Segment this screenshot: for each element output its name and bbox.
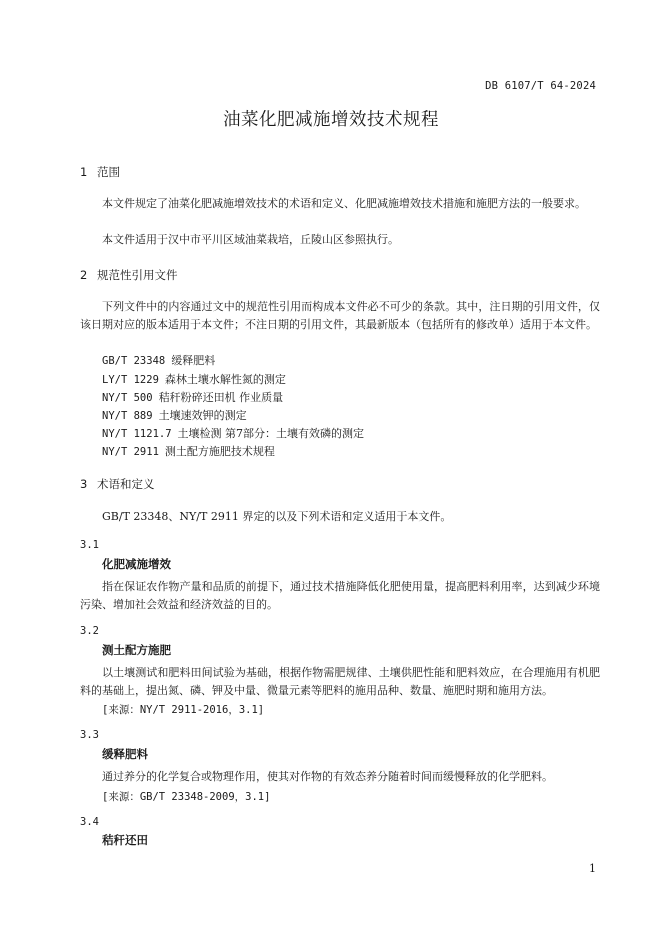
reference-item	[102, 425, 364, 441]
section-number: 1	[80, 165, 88, 179]
standard-number: DB 6107/T 64-2024	[485, 80, 596, 92]
term-definition: 通过养分的化学复合或物理作用，使其对作物的有效态养分随着时间而缓慢释放的化学肥料。	[102, 770, 553, 783]
reference-item	[102, 352, 215, 368]
term-definition: 以土壤测试和肥料田间试验为基础，根据作物需肥规律、土壤供肥性能和肥料效应，在合理施用有机肥料的基础上，提出氮、磷、钾及中量、微量元素等肥料的施用品种、数量、施肥时期和施用方法。	[80, 666, 600, 697]
term-name: 缓释肥料	[102, 747, 148, 761]
reference-item	[102, 443, 275, 459]
section-heading-terms	[80, 476, 155, 492]
scope-paragraph-1: 本文件规定了油菜化肥减施增效技术的术语和定义、化肥减施增效技术措施和施肥方法的一般要求。	[102, 197, 586, 210]
section-title: 规范性引用文件	[97, 268, 178, 282]
reference-code: LY/T 1229	[102, 374, 159, 386]
term-number: 3.4	[80, 816, 99, 828]
term-name: 秸秆还田	[102, 833, 148, 847]
reference-name: 缓释肥料	[171, 354, 216, 367]
term-source: [来源：NY/T 2911-2016，3.1]	[102, 704, 265, 716]
reference-code: NY/T 2911	[102, 446, 159, 458]
reference-item	[102, 407, 247, 423]
document-title: 油菜化肥减施增效技术规程	[223, 110, 439, 130]
reference-code: NY/T 889	[102, 410, 153, 422]
term-name: 测土配方施肥	[102, 643, 171, 657]
reference-code: NY/T 1121.7	[102, 428, 172, 440]
reference-code: GB/T 23348	[102, 355, 166, 367]
page-number: 1	[589, 862, 596, 875]
terms-intro-paragraph: GB/T 23348、NY/T 2911 界定的以及下列术语和定义适用于本文件。	[102, 510, 452, 523]
scope-paragraph-2: 本文件适用于汉中市平川区域油菜栽培，丘陵山区参照执行。	[102, 233, 399, 246]
term-source: [来源：GB/T 23348-2009，3.1]	[102, 791, 271, 803]
section-heading-normative-references	[80, 267, 178, 283]
reference-name: 秸秆粉碎还田机 作业质量	[158, 391, 284, 404]
references-intro-paragraph: 下列文件中的内容通过文中的规范性引用而构成本文件必不可少的条款。其中，注日期的引用文件，仅该日期对应的版本适用于本文件；不注日期的引用文件，其最新版本（包括所有的修改单）适用于本文件。	[80, 300, 600, 331]
section-number: 2	[80, 268, 88, 282]
section-heading-scope	[80, 164, 120, 180]
term-name: 化肥减施增效	[102, 557, 171, 571]
reference-item	[102, 371, 286, 387]
term-definition: 指在保证农作物产量和品质的前提下，通过技术措施降低化肥使用量，提高肥料利用率，达到减少环境污染、增加社会效益和经济效益的目的。	[80, 580, 600, 611]
term-number: 3.3	[80, 729, 99, 741]
term-number: 3.1	[80, 539, 99, 551]
reference-name: 土壤检测 第7部分：土壤有效磷的测定	[177, 427, 365, 440]
reference-name: 土壤速效钾的测定	[158, 409, 247, 422]
reference-name: 森林土壤水解性氮的测定	[164, 373, 286, 386]
term-number: 3.2	[80, 625, 99, 637]
section-title: 范围	[97, 165, 120, 179]
section-title: 术语和定义	[97, 477, 155, 491]
reference-name: 测土配方施肥技术规程	[164, 445, 275, 458]
reference-item	[102, 389, 283, 405]
section-number: 3	[80, 477, 88, 491]
reference-code: NY/T 500	[102, 392, 153, 404]
